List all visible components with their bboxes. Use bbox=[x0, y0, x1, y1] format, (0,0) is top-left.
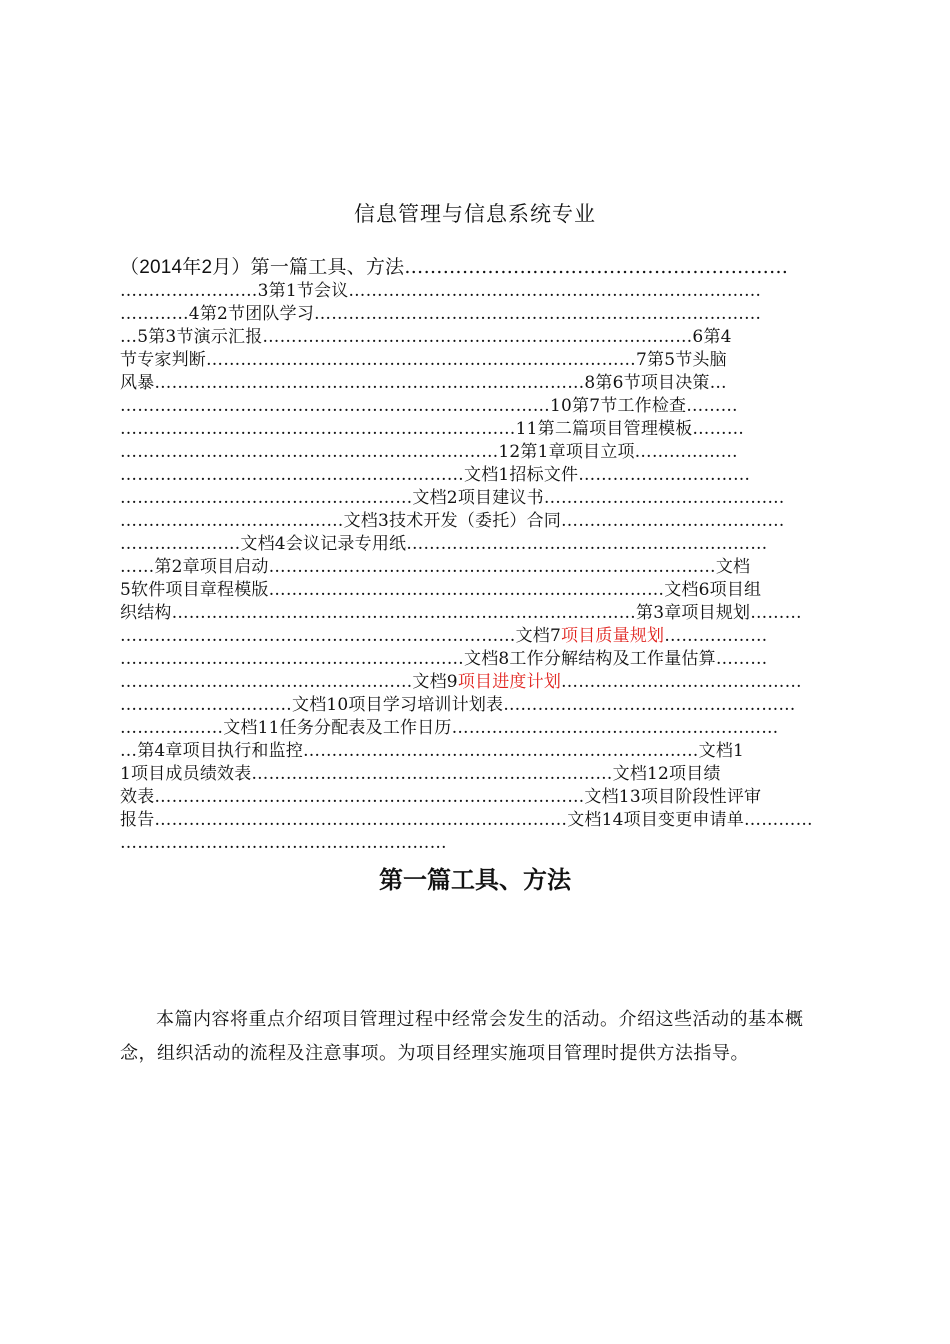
toc-line bbox=[120, 809, 830, 832]
toc-line bbox=[120, 763, 830, 786]
toc-text: 报告………………………………………………………………文档14项目变更申请单………… bbox=[120, 810, 813, 830]
toc-line bbox=[120, 487, 830, 510]
toc-line bbox=[120, 602, 830, 625]
toc-line bbox=[120, 533, 830, 556]
toc-line bbox=[120, 441, 830, 464]
toc-text: …………………………………… bbox=[561, 672, 802, 692]
toc-line bbox=[120, 556, 830, 579]
toc-line bbox=[120, 832, 830, 855]
toc-line bbox=[120, 648, 830, 671]
toc-text: …第4章项目执行和监控……………………………………………………………文档1 bbox=[120, 741, 745, 761]
toc-line bbox=[120, 671, 830, 694]
toc-text: …………………文档4会议记录专用纸……………………………………………………… bbox=[120, 534, 768, 554]
document-subtitle: 信息管理与信息系统专业 bbox=[354, 202, 596, 226]
toc-highlight-text: 项目质量规划 bbox=[561, 626, 665, 646]
toc-line bbox=[120, 510, 830, 533]
toc-text: ……………………………………………………文档8工作分解结构及工作量估算……… bbox=[120, 649, 768, 669]
toc-text: …5第3节演示汇报…………………………………………………………………6第4 bbox=[120, 327, 732, 347]
toc-line bbox=[120, 740, 830, 763]
toc-line bbox=[120, 303, 830, 326]
toc-text: 5软件项目章程模版……………………………………………………………文档6项目组 bbox=[120, 580, 762, 600]
table-of-contents bbox=[120, 254, 830, 855]
toc-line bbox=[120, 717, 830, 740]
toc-text: ……………………………………………………………11第二篇项目管理模板……… bbox=[120, 419, 745, 439]
toc-line bbox=[120, 254, 830, 280]
toc-text: ……………… bbox=[664, 626, 768, 646]
toc-line bbox=[120, 694, 830, 717]
toc-text: …………………………………………………………………10第7节工作检查……… bbox=[120, 396, 738, 416]
toc-line bbox=[120, 395, 830, 418]
toc-text: ……………………………………………………………文档7 bbox=[120, 626, 562, 646]
toc-line bbox=[120, 349, 830, 372]
toc-line bbox=[120, 326, 830, 349]
toc-text: ………………文档11任务分配表及工作日历………………………………………………… bbox=[120, 718, 779, 738]
toc-text: ……………………………………………文档2项目建议书…………………………………… bbox=[120, 488, 785, 508]
toc-line bbox=[120, 464, 830, 487]
toc-highlight-text: 项目进度计划 bbox=[457, 672, 562, 692]
toc-text: 织结构………………………………………………………………………第3章项目规划……… bbox=[120, 603, 802, 623]
toc-text: ……………………………………………文档9 bbox=[120, 672, 458, 692]
toc-text: 风暴…………………………………………………………………8第6节项目决策… bbox=[120, 373, 727, 393]
toc-text: 节专家判断…………………………………………………………………7第5节头脑 bbox=[120, 350, 727, 370]
toc-line bbox=[120, 372, 830, 395]
toc-text: ……………………………………………………文档1招标文件………………………… bbox=[120, 465, 751, 485]
toc-text: …………………………文档10项目学习培训计划表…………………………………………… bbox=[120, 695, 796, 715]
toc-text: ……………………3第1节会议……………………………………………………………… bbox=[120, 281, 762, 301]
toc-line bbox=[120, 786, 830, 809]
toc-line bbox=[120, 418, 830, 441]
toc-text: （2014年2月） bbox=[120, 257, 251, 278]
toc-line bbox=[120, 625, 830, 648]
toc-text: ……第2章项目启动……………………………………………………………………文档 bbox=[120, 557, 751, 577]
toc-line bbox=[120, 579, 830, 602]
toc-text: …………4第2节团队学习…………………………………………………………………… bbox=[120, 304, 762, 324]
toc-text: 1项目成员绩效表………………………………………………………文档12项目绩 bbox=[120, 764, 721, 784]
toc-text: ………………………………………………… bbox=[120, 833, 447, 853]
toc-text: …………………………………文档3技术开发（委托）合同………………………………… bbox=[120, 511, 785, 531]
toc-line bbox=[120, 280, 830, 303]
toc-text: 效表…………………………………………………………………文档13项目阶段性评审 bbox=[120, 787, 762, 807]
toc-text: 第一篇工具、方法…………………………………………………… bbox=[250, 256, 789, 278]
intro-paragraph: 本篇内容将重点介绍项目管理过程中经常会发生的活动。介绍这些活动的基本概念，组织活动的流程及注意事项。为项目经理实施项目管理时提供方法指导。 bbox=[120, 1009, 804, 1064]
toc-text: …………………………………………………………12第1章项目立项……………… bbox=[120, 442, 738, 462]
section-heading: 第一篇工具、方法 bbox=[379, 866, 571, 894]
